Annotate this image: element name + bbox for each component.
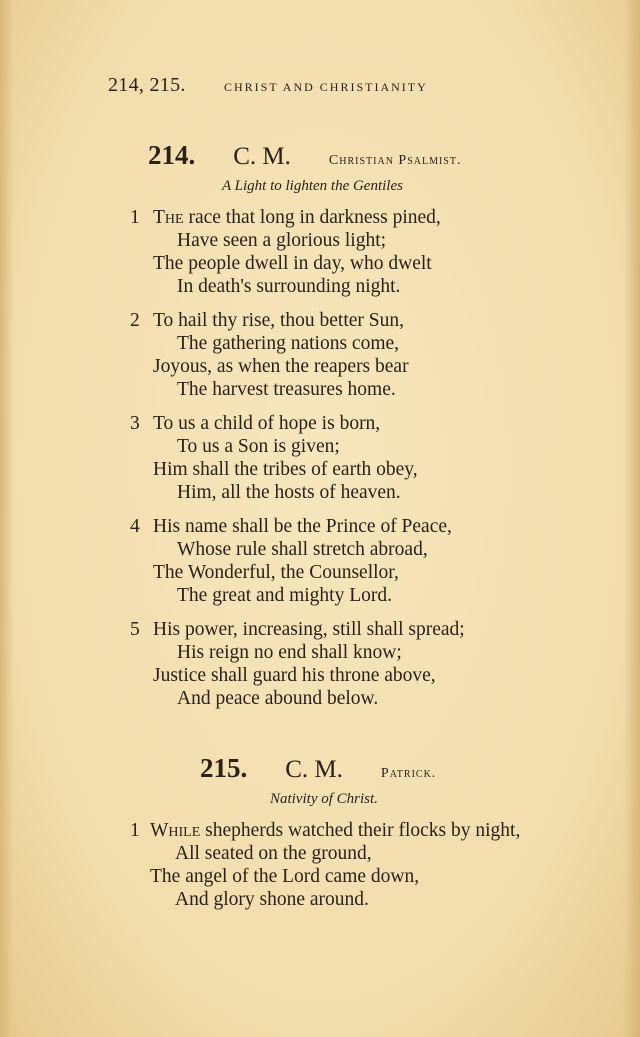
verse-line: Him shall the tribes of earth obey, <box>153 459 418 480</box>
running-head <box>108 74 468 97</box>
drop-word: While <box>150 820 201 841</box>
verse-line: The people dwell in day, who dwelt <box>153 253 432 274</box>
page-edge-right <box>624 0 640 1037</box>
verse-line: His reign no end shall know; <box>177 642 402 663</box>
drop-word: The <box>153 207 184 228</box>
verse-number: 2 <box>130 310 140 331</box>
hymn-214-subtitle: A Light to lighten the Gentiles <box>222 178 403 194</box>
verse-line: While shepherds watched their flocks by night, <box>150 820 521 841</box>
verse-line: Him, all the hosts of heaven. <box>177 482 401 503</box>
running-title: CHRIST AND CHRISTIANITY <box>224 80 428 94</box>
verse-line: To hail thy rise, thou better Sun, <box>153 310 405 331</box>
verse-line: The great and mighty Lord. <box>177 585 392 606</box>
verse-line: And peace abound below. <box>177 688 379 709</box>
verse-number: 5 <box>130 619 140 640</box>
verse-number: 3 <box>130 413 140 434</box>
verse-line: All seated on the ground, <box>175 843 372 864</box>
hymn-number: 214. <box>148 140 196 170</box>
verse-line: The Wonderful, the Counsellor, <box>153 562 399 583</box>
verse-number: 4 <box>130 516 140 537</box>
page-edge-left <box>0 0 14 1037</box>
verse-line: His power, increasing, still shall spread; <box>153 619 465 640</box>
verse-line: The harvest treasures home. <box>177 379 396 400</box>
verse-line: In death's surrounding night. <box>177 276 401 297</box>
hymn-author: Christian Psalmist. <box>328 153 462 168</box>
verse-number: 1 <box>130 207 140 228</box>
hymn-author: Patrick. <box>380 766 437 781</box>
hymn-214-heading <box>148 140 461 171</box>
verse-line: The race that long in darkness pined, <box>153 207 441 228</box>
verse-line: The gathering nations come, <box>177 333 400 354</box>
verse-line: The angel of the Lord came down, <box>150 866 420 887</box>
hymn-meter: C. M. <box>233 143 291 170</box>
verse-line: To us a child of hope is born, <box>153 413 381 434</box>
verse-number: 1 <box>130 820 140 841</box>
hymn-215-heading <box>200 753 436 784</box>
hymn-215-subtitle: Nativity of Christ. <box>270 791 378 807</box>
verse-line: And glory shone around. <box>175 889 369 910</box>
verse-line: Justice shall guard his throne above, <box>153 665 436 686</box>
verse-line: His name shall be the Prince of Peace, <box>153 516 452 537</box>
hymn-meter: C. M. <box>285 756 343 783</box>
verse-line: Whose rule shall stretch abroad, <box>177 539 428 560</box>
verse-line: Have seen a glorious light; <box>177 230 387 251</box>
page-numbers: 214, 215. <box>108 74 186 96</box>
verse-line: Joyous, as when the reapers bear <box>153 356 409 377</box>
verse-line: To us a Son is given; <box>177 436 340 457</box>
hymn-number: 215. <box>200 753 248 783</box>
